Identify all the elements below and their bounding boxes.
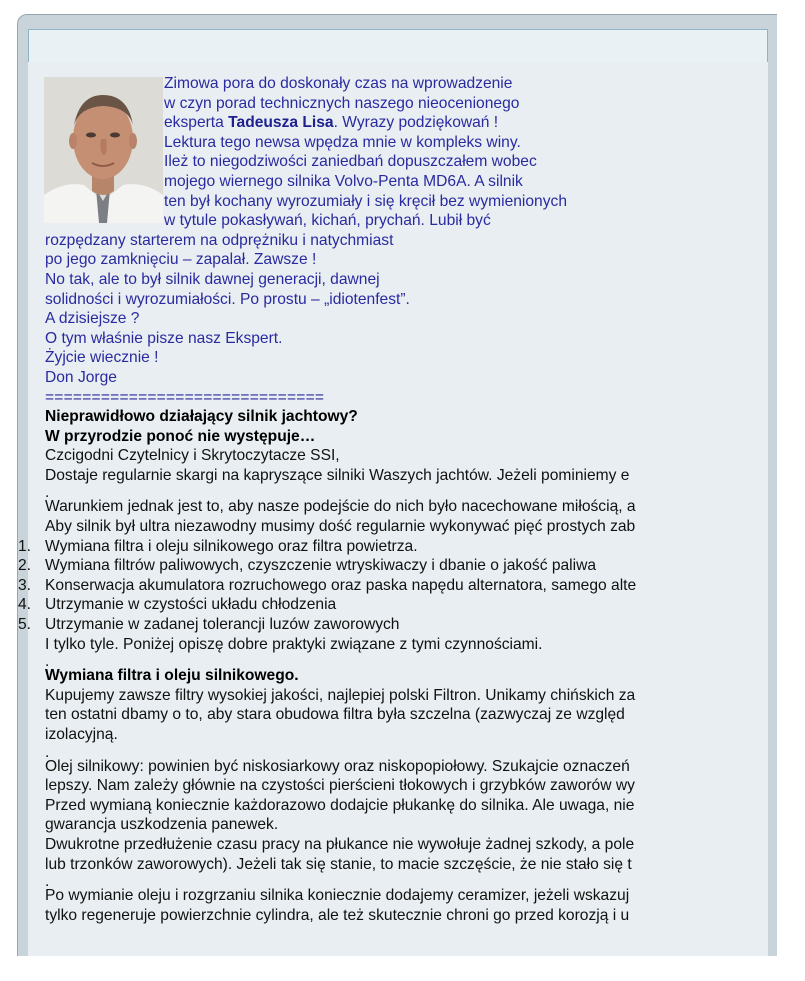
paragraph: Warunkiem jednak jest to, aby nasze podejście do nich było nacechowane miłością, a	[45, 498, 636, 516]
list-item	[18, 615, 805, 635]
intro-line: rozpędzany starterem na odprężniku i natychmiast	[45, 231, 394, 249]
list-item-text: Wymiana filtrów paliwowych, czyszczenie wtryskiwaczy i dbanie o jakość paliwa	[45, 557, 597, 575]
paragraph: Aby silnik był ultra niezawodny musimy dość regularnie wykonywać pięć prostych zab	[45, 518, 636, 536]
section-heading: Wymiana filtra i oleju silnikowego.	[45, 667, 299, 685]
paragraph-line: Przed wymianą koniecznie każdorazowo dodajcie płukankę do silnika. Ale uwaga, nie	[45, 796, 635, 814]
list-item-text: Utrzymanie w czystości układu chłodzenia	[45, 596, 337, 614]
article-panel	[18, 62, 768, 956]
paragraph-line: Olej silnikowy: powinien być niskosiarkowy oraz niskopopiołowy. Szukajcie oznaczeń	[45, 757, 630, 775]
expert-name: Tadeusza Lisa	[228, 114, 334, 132]
article-body	[18, 74, 805, 925]
intro-line: Żyjcie wiecznie !	[45, 349, 159, 367]
list-item	[18, 595, 805, 615]
list-item	[18, 537, 805, 557]
paragraph-line: tylko regeneruje powierzchnie cylindra, ale też skutecznie chroni go przed korozją i u	[45, 906, 630, 924]
paragraph: I tylko tyle. Poniżej opiszę dobre praktyki związane z tymi czynnościami.	[45, 635, 543, 653]
list-number: 5.	[18, 616, 32, 634]
list-item-text: Utrzymanie w zadanej tolerancji luzów zaworowych	[45, 616, 400, 634]
editor-signature: Don Jorge	[45, 368, 117, 386]
article-header-bar	[28, 29, 768, 63]
list-number: 1.	[18, 537, 32, 555]
page-bottom-blank	[0, 956, 743, 981]
maintenance-steps-list	[18, 537, 805, 635]
author-photo	[44, 77, 163, 223]
list-number: 2.	[18, 557, 32, 575]
greeting: Czcigodni Czytelnicy i Skrytoczytacze SSI,	[45, 447, 340, 465]
intro-line: mojego wiernego silnika Volvo-Penta MD6A. A silnik	[164, 172, 523, 190]
separator-line: ==============================	[45, 388, 325, 406]
intro-line: w tytule pokasływań, kichań, prychań. Lubił być	[164, 212, 491, 230]
intro-line-suffix: . Wyrazy podziękowań !	[333, 114, 499, 132]
article-subtitle: W przyrodzie ponoć nie występuje…	[45, 427, 316, 445]
paragraph-line: lepszy. Nam zależy głównie na czystości pierścieni tłokowych i grzybków zaworów wy	[45, 777, 635, 795]
dot-separator: .	[45, 653, 50, 671]
list-number: 4.	[18, 596, 32, 614]
list-item-text: Konserwacja akumulatora rozruchowego oraz paska napędu alternatora, samego alte	[45, 576, 637, 594]
intro-line: Ileż to niegodziwości zaniedbań dopuszczałem wobec	[164, 153, 537, 171]
dot-separator: .	[45, 743, 50, 761]
dot-separator: .	[45, 873, 50, 891]
list-number: 3.	[18, 576, 32, 594]
paragraph-line: izolacyjną.	[45, 726, 118, 743]
article-title: Nieprawidłowo działający silnik jachtowy?	[45, 408, 358, 426]
intro-line: po jego zamknięciu – zapalał. Zawsze !	[45, 251, 317, 269]
intro-line: ten był kochany wyrozumiały i się kręcił bez wymienionych	[164, 192, 567, 210]
intro-line: solidności i wyrozumiałości. Po prostu – „idiotenfest”.	[45, 290, 410, 308]
dot-separator: .	[45, 484, 50, 502]
portrait-image	[44, 77, 163, 223]
paragraph-line: ten ostatni dbamy o to, aby stara obudowa filtra była szczelna (zazwyczaj ze względ	[45, 706, 625, 724]
paragraph-line: Dwukrotne przedłużenie czasu pracy na płukance nie wywołuje żadnej szkody, a pole	[45, 835, 635, 853]
intro-line: Lektura tego newsa wpędza mnie w kompleks winy.	[164, 133, 521, 151]
intro-line: A dzisiejsze ?	[45, 310, 140, 328]
intro-line-prefix: eksperta	[164, 114, 229, 132]
intro-line: O tym właśnie pisze nasz Ekspert.	[45, 329, 283, 347]
intro-line: Zimowa pora do doskonały czas na wprowadzenie	[164, 75, 513, 92]
paragraph-line: lub trzonków zaworowych). Jeżeli tak się stanie, to macie szczęście, że nie stało się t	[45, 855, 632, 873]
paragraph-line: gwarancja uszkodzenia panewek.	[45, 816, 279, 834]
intro-line: No tak, ale to był silnik dawnej generacji, dawnej	[45, 270, 380, 288]
list-item	[18, 556, 805, 576]
paragraph-line: Po wymianie oleju i rozgrzaniu silnika koniecznie dodajemy ceramizer, jeżeli wskazuj	[45, 887, 630, 905]
intro-line: w czyn porad technicznych naszego nieocenionego	[164, 94, 520, 112]
paragraph-line: Kupujemy zawsze filtry wysokiej jakości, najlepiej polski Filtron. Unikamy chińskich za	[45, 686, 636, 704]
list-item-text: Wymiana filtra i oleju silnikowego oraz filtra powietrza.	[45, 537, 418, 555]
list-item	[18, 576, 805, 596]
paragraph: Dostaje regularnie skargi na kapryszące silniki Waszych jachtów. Jeżeli pominiemy e	[45, 466, 630, 484]
